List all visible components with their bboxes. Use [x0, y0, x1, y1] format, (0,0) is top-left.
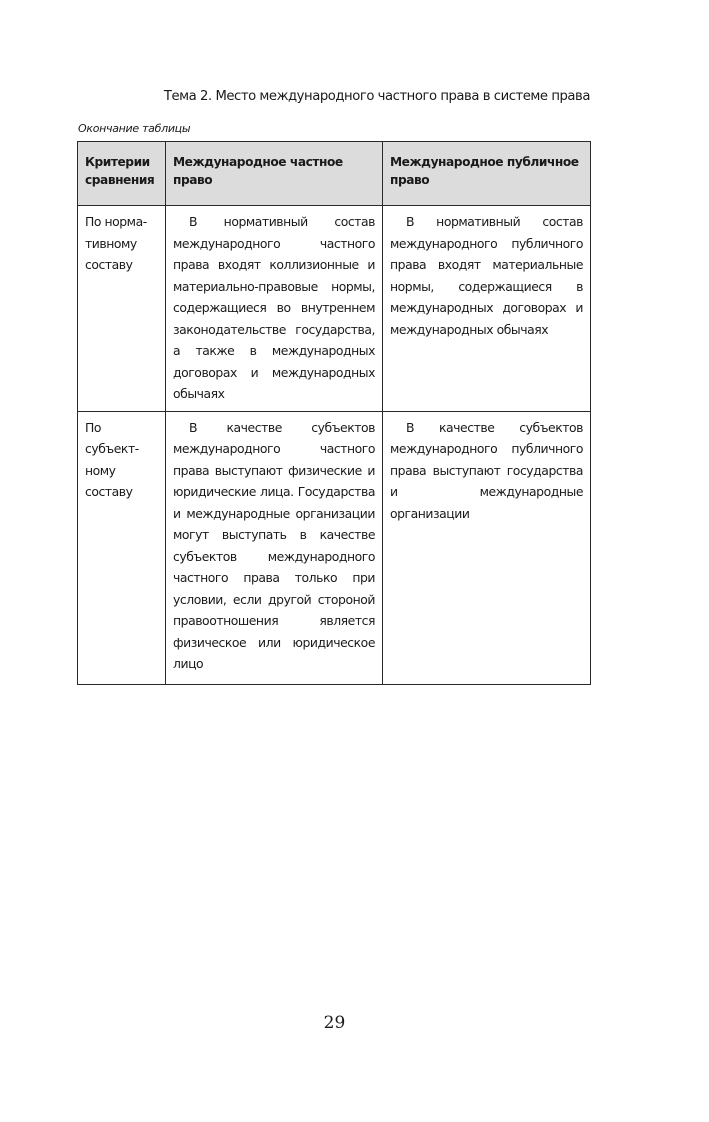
- public-law-cell: [383, 411, 591, 684]
- header-public-law: Международное публичное право: [383, 142, 591, 206]
- table-header-row: [78, 142, 591, 206]
- header-criteria: Критерии сравнения: [78, 142, 166, 206]
- private-law-cell: [166, 206, 383, 412]
- comparison-table: [77, 141, 591, 685]
- header-private-law: Международное частное право: [166, 142, 383, 206]
- private-law-text: В качестве субъектов международного частного права выступают физические и юридические лица. Государства и международные организации могут выступать в качестве субъектов международного частного права только при условии, если другой стороной правоотношения является физическое или юридическое лицо: [173, 419, 375, 671]
- criterion-text: По субъект- ному составу: [85, 419, 139, 499]
- criterion-cell: [78, 206, 166, 412]
- private-law-text: В нормативный состав международного частного права входят коллизионные и материально-правовые нормы, содержащиеся во внутреннем законодательстве государства, а также в международных договорах и международных обычаях: [173, 214, 375, 401]
- public-law-cell: [383, 206, 591, 412]
- public-law-text: В качестве субъектов международного публичного права выступают государства и международные организации: [390, 419, 583, 521]
- private-law-cell: [166, 411, 383, 684]
- table-caption: Окончание таблицы: [78, 122, 191, 135]
- table-row: [78, 206, 591, 412]
- page-number: 29: [323, 1013, 346, 1033]
- table-row: [78, 411, 591, 684]
- public-law-text: В нормативный состав международного публичного права входят материальные нормы, содержащиеся в международных договорах и международных обычаях: [390, 214, 583, 337]
- criterion-cell: [78, 411, 166, 684]
- criterion-text: По норма- тивному составу: [85, 214, 147, 272]
- running-head: Тема 2. Место международного частного права в системе права: [163, 89, 590, 104]
